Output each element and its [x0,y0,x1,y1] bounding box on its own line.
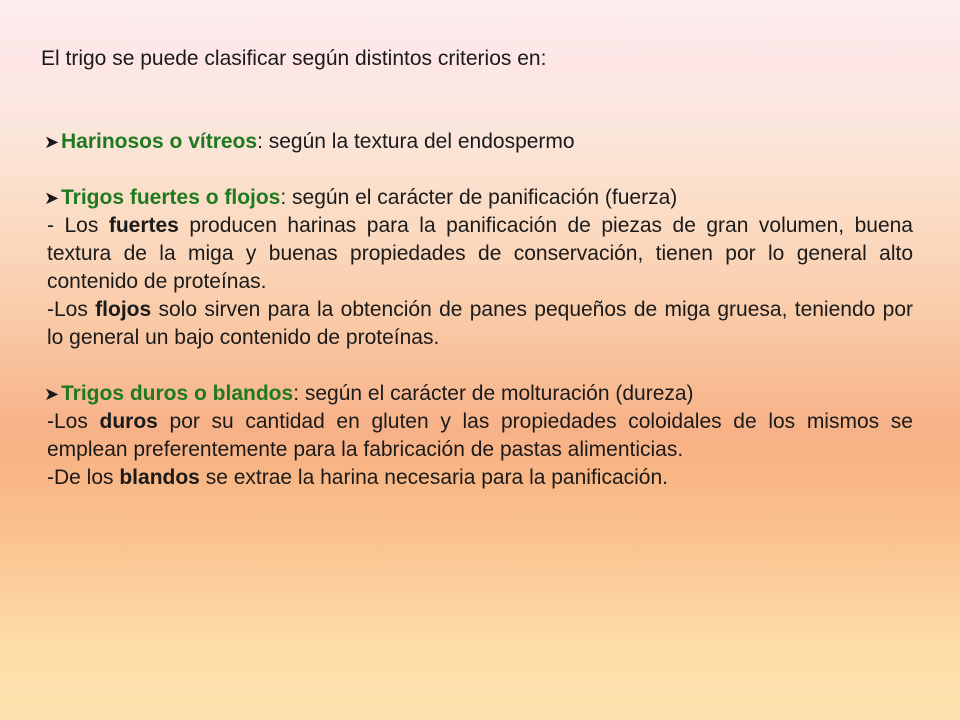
arrowhead-bullet-icon: ➤ [44,132,60,152]
paragraph-duros: -Los duros por su cantidad en gluten y las propiedades coloidales de los mismos se emplean preferentemente para la fabricación de pastas alimenticias. [47,410,913,461]
bold-term: fuertes [108,214,179,237]
section-heading-duros-blandos [44,380,913,408]
bold-term: blandos [119,466,200,489]
section-term: Trigos fuertes o flojos [61,186,281,209]
paragraph-blandos: -De los blandos se extrae la harina necesaria para la panificación. [47,466,668,489]
arrowhead-bullet-icon: ➤ [44,188,60,208]
slide-content [44,128,913,492]
slide-title: El trigo se puede clasificar según distintos criterios en: [41,47,547,70]
bold-term: flojos [95,298,152,321]
section-criterion: : según el carácter de panificación (fuerza) [280,186,678,209]
paragraph-fuertes: - Los fuertes producen harinas para la panificación de piezas de gran volumen, buena textura de la miga y buenas propiedades de conservación, tienen por lo general alto contenido de proteínas. [47,214,913,293]
section-term: Trigos duros o blandos [61,382,294,405]
section-criterion: : según el carácter de molturación (dureza) [293,382,694,405]
section-term: Harinosos o vítreos [61,130,258,153]
section-heading-fuertes-flojos [44,184,913,212]
arrowhead-bullet-icon: ➤ [44,384,60,404]
bold-term: duros [99,410,158,433]
paragraph-flojos: -Los flojos solo sirven para la obtención de panes pequeños de miga gruesa, teniendo por lo general un bajo contenido de proteínas. [47,298,913,349]
section-criterion: : según la textura del endospermo [257,130,575,153]
section-heading-harinosos [44,128,913,156]
